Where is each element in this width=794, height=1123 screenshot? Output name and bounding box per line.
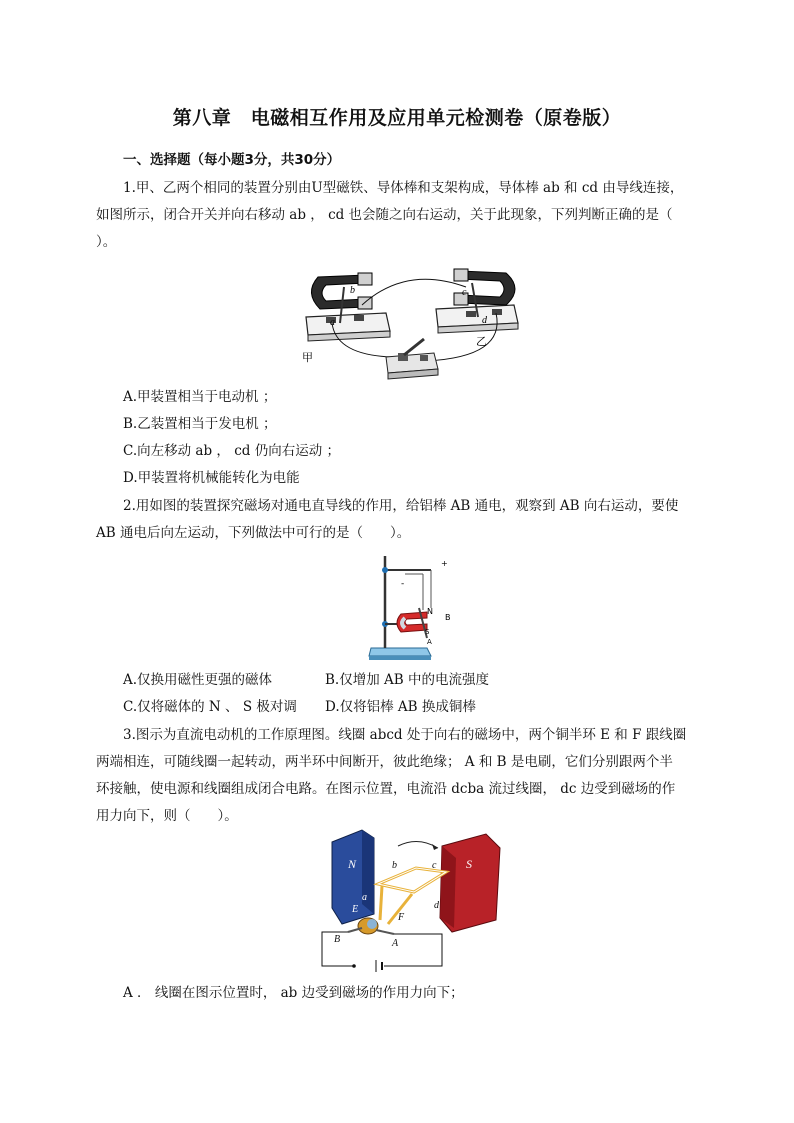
q2-option-b: B.仅增加 AB 中的电流强度 [325, 672, 489, 688]
q1-figure [296, 265, 528, 381]
fig-label: A [392, 938, 399, 949]
fig-label: + [441, 559, 448, 568]
fig-label: - [401, 579, 405, 589]
q2-figure [365, 552, 461, 662]
q1-option-c: C.向左移动 ab ， cd 仍向右运动 ； [123, 443, 340, 459]
q3-stem-line4: 用力向下，则（ ）。 [96, 808, 238, 824]
fig-label: E [352, 904, 359, 915]
fig-label: B [334, 934, 341, 945]
fig-label: d [482, 315, 487, 326]
fig-label: c [462, 287, 467, 298]
q1-stem-line2: 如图所示，闭合开关并向右移动 ab ， cd 也会随之向右运动，关于此现象，下列判断正确的是（ [96, 207, 673, 223]
fig-label: b [350, 285, 355, 296]
q3-stem-line1: 3.图示为直流电动机的工作原理图。线圈 abcd 处于向右的磁场中，两个铜半环 E 和 F 跟线圈 [123, 727, 687, 743]
q1-option-a: A.甲装置相当于电动机 ； [123, 389, 277, 405]
fig-label: a [330, 317, 335, 328]
q3-stem-line3: 环接触，使电源和线圈组成闭合电路。在图示位置，电流沿 dcba 流过线圈， dc 边受到磁场的作 [96, 781, 676, 797]
q1-option-b: B.乙装置相当于发电机 ； [123, 416, 277, 432]
fig-label: B [445, 613, 451, 622]
fig-label: A [427, 638, 432, 646]
q2-option-d: D.仅将铝棒 AB 换成铜棒 [325, 699, 476, 715]
q2-option-c: C.仅将磁体的 N 、 S 极对调 [123, 699, 297, 715]
q3-figure [318, 828, 506, 972]
fig-label: c [432, 860, 437, 871]
q3-stem-line2: 两端相连，可随线圈一起转动，两半环中间断开，彼此绝缘； A 和 B 是电刷，它们分别跟两个半 [96, 754, 673, 770]
fig-label: b [392, 860, 397, 871]
q3-option-a: A ． 线圈在图示位置时， ab 边受到磁场的作用力向下； [123, 985, 464, 1001]
fig-label: d [434, 900, 439, 911]
fig-label: N [348, 857, 357, 871]
q2-option-a: A.仅换用磁性更强的磁体 [123, 672, 273, 688]
section-heading: 一、选择题（每小题3分，共30分） [123, 152, 341, 168]
fig-label: S [425, 628, 430, 636]
fig-label: S [466, 857, 472, 871]
fig-label: a [362, 892, 367, 903]
page-title: 第八章 电磁相互作用及应用单元检测卷（原卷版） [172, 107, 622, 129]
q2-stem-line1: 2.用如图的装置探究磁场对通电直导线的作用，给铝棒 AB 通电，观察到 AB 向右运动，要使 [123, 498, 679, 514]
q2-stem-line2: AB 通电后向左运动，下列做法中可行的是（ ）。 [96, 525, 411, 541]
q1-stem-line1: 1.甲、乙两个相同的装置分别由U型磁铁、导体棒和支架构成，导体棒 ab 和 cd 由导线连接， [123, 180, 684, 196]
fig-label: 甲 [302, 351, 313, 364]
fig-label: F [398, 912, 405, 923]
q1-stem-line3: ）。 [96, 234, 117, 250]
q1-option-d: D.甲装置将机械能转化为电能 [123, 470, 300, 486]
fig-label: N [427, 607, 433, 616]
fig-label: 乙 [476, 335, 487, 348]
